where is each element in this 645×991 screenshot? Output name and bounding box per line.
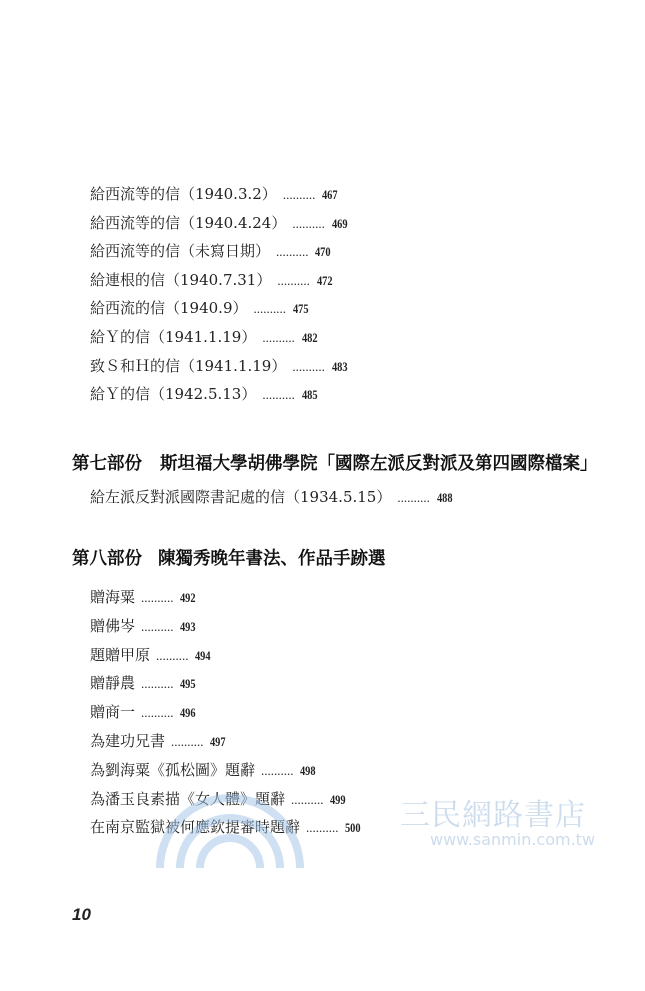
toc-leader-dots: .......... <box>306 820 339 836</box>
toc-leader-dots: .......... <box>282 187 316 202</box>
toc-entry <box>90 673 198 694</box>
toc-page-number: 497 <box>210 734 226 749</box>
toc-leader-dots: .......... <box>141 676 174 692</box>
toc-page-number: 493 <box>180 618 196 634</box>
toc-entry-title: 給西流等的信（未寫日期） <box>90 242 271 261</box>
toc-entry-title: 給西流的信（1940.9） <box>90 299 248 318</box>
toc-leader-dots: .......... <box>141 590 174 605</box>
toc-entry-title: 給連根的信（1940.7.31） <box>90 270 272 289</box>
toc-leader-dots: .......... <box>141 705 174 721</box>
toc-leader-dots: .......... <box>171 734 204 749</box>
toc-page-number: 485 <box>301 387 318 403</box>
watermark-logo-icon <box>150 790 310 870</box>
toc-entry <box>90 298 310 319</box>
toc-entry-title: 給Ｙ的信（1941.1.19） <box>90 328 257 346</box>
toc-entry <box>90 487 454 508</box>
toc-page-number: 467 <box>322 187 338 202</box>
toc-entry-title: 贈佛岑 <box>90 616 136 635</box>
toc-page-number: 492 <box>180 590 196 605</box>
toc-page-number: 488 <box>436 490 453 505</box>
toc-entry <box>90 213 349 234</box>
toc-page-number: 496 <box>180 705 196 721</box>
toc-entry <box>90 241 333 262</box>
toc-page-number: 500 <box>345 820 361 836</box>
toc-leader-dots: .......... <box>156 647 189 663</box>
toc-entry <box>90 356 349 377</box>
watermark-url: www.sanmin.com.tw <box>430 830 596 849</box>
toc-page-number: 472 <box>316 272 333 288</box>
toc-page-number: 498 <box>300 762 316 778</box>
toc-leader-dots: .......... <box>141 618 174 634</box>
toc-entry <box>90 645 213 666</box>
toc-entry-title: 贈靜農 <box>90 674 136 693</box>
toc-entry <box>90 616 198 637</box>
section7-title: 斯坦福大學胡佛學院「國際左派反對派及第四國際檔案」 <box>160 454 598 474</box>
toc-page-number: 494 <box>195 647 211 663</box>
toc-page-number: 469 <box>331 215 348 231</box>
toc-leader-dots: .......... <box>292 215 325 231</box>
toc-entry-title: 給Ｙ的信（1942.5.13） <box>90 385 257 404</box>
toc-entry-title: 給左派反對派國際書記處的信（1934.5.15） <box>90 488 392 506</box>
toc-entry-title: 為建功兄書 <box>90 732 166 750</box>
toc-entry <box>90 760 318 781</box>
toc-entry <box>90 270 334 291</box>
toc-entry-title: 贈海粟 <box>90 588 136 606</box>
toc-leader-dots: .......... <box>276 244 309 260</box>
toc-leader-dots: .......... <box>262 330 295 345</box>
toc-entry <box>90 702 198 723</box>
toc-entry-title: 題贈甲原 <box>90 645 151 664</box>
toc-entry-title: 為潘玉良素描《女人體》題辭 <box>90 789 286 808</box>
toc-leader-dots: .......... <box>397 490 430 505</box>
toc-entry <box>90 731 228 752</box>
watermark-name: 三民網路書店 <box>400 798 586 833</box>
toc-leader-dots: .......... <box>292 358 325 374</box>
toc-leader-dots: .......... <box>277 272 310 288</box>
watermark <box>400 790 630 852</box>
section8-heading <box>72 545 386 570</box>
toc-entry <box>90 587 198 608</box>
page-number: 10 <box>72 905 91 924</box>
toc-entry <box>90 184 340 205</box>
toc-entry-title: 致Ｓ和Ｈ的信（1941.1.19） <box>90 356 287 375</box>
section8-part: 第八部份 <box>72 549 142 569</box>
toc-page-number: 483 <box>331 358 348 374</box>
toc-page-number: 499 <box>330 791 346 807</box>
toc-entry <box>90 327 319 348</box>
section7-part: 第七部份 <box>72 454 142 474</box>
toc-leader-dots: .......... <box>262 387 295 403</box>
toc-page-number: 482 <box>301 330 318 345</box>
toc-entry-title: 贈商一 <box>90 703 136 722</box>
toc-leader-dots: .......... <box>261 762 294 778</box>
toc-page-number: 495 <box>180 676 196 692</box>
toc-entry-title: 給西流等的信（1940.3.2） <box>90 185 277 203</box>
toc-entry-title: 在南京監獄被何應欽提審時題辭 <box>90 818 301 837</box>
toc-leader-dots: .......... <box>253 301 286 317</box>
toc-entry <box>90 384 319 405</box>
toc-page-number: 470 <box>315 244 331 260</box>
section7-heading <box>72 450 598 475</box>
toc-leader-dots: .......... <box>291 791 324 807</box>
section8-title: 陳獨秀晚年書法、作品手跡選 <box>158 549 386 569</box>
toc-entry-title: 為劉海粟《孤松圖》題辭 <box>90 760 256 779</box>
toc-entry-title: 給西流等的信（1940.4.24） <box>90 213 287 232</box>
toc-page-number: 475 <box>292 301 309 317</box>
